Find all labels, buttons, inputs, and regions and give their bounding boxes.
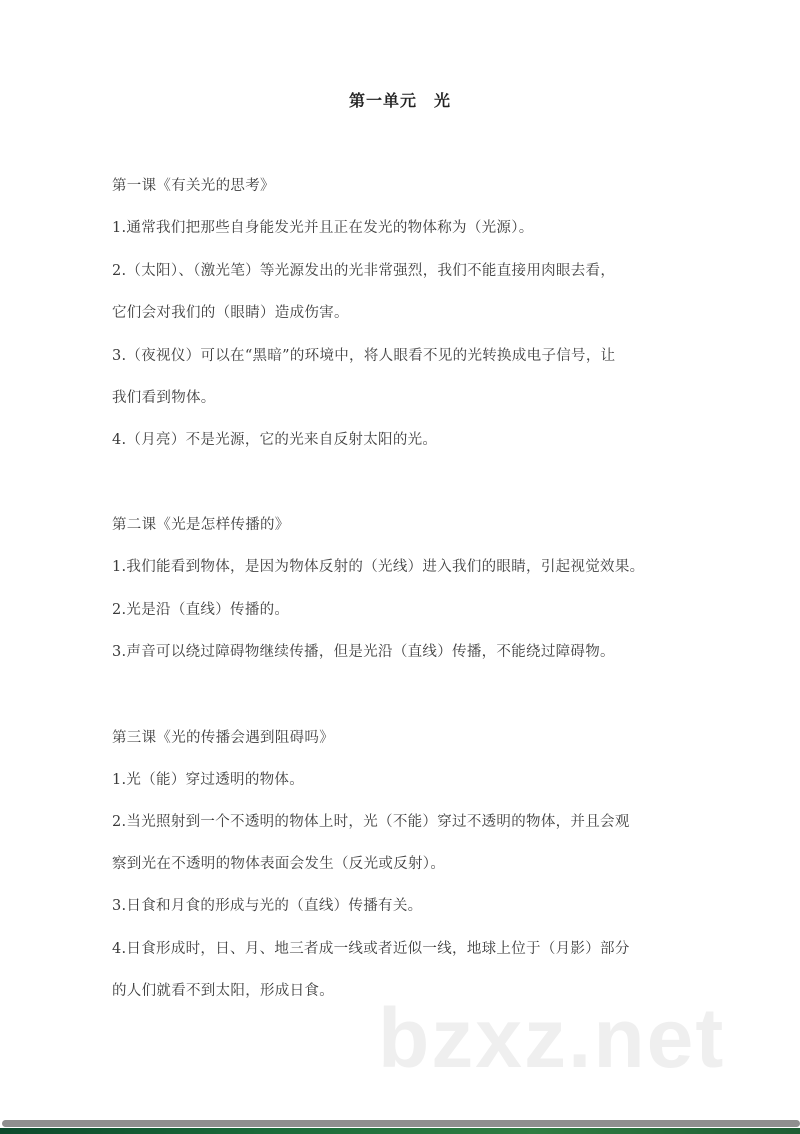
text-line: 4.日食形成时，日、月、地三者成一线或者近似一线，地球上位于（月影）部分 <box>112 941 630 957</box>
watermark: bzxz.net <box>378 991 726 1085</box>
text-line: 察到光在不透明的物体表面会发生（反光或反射）。 <box>112 856 446 872</box>
lesson-heading: 第二课《光是怎样传播的》 <box>112 517 290 533</box>
background-strip <box>0 1128 800 1134</box>
text-line: 它们会对我们的（眼睛）造成伤害。 <box>112 305 349 321</box>
text-line: 2.当光照射到一个不透明的物体上时，光（不能）穿过不透明的物体，并且会观 <box>112 814 630 830</box>
unit-title: 第一单元 光 <box>348 91 451 110</box>
lesson-heading: 第三课《光的传播会遇到阻碍吗》 <box>112 730 334 746</box>
text-line: 3.日食和月食的形成与光的（直线）传播有关。 <box>112 898 423 914</box>
text-line: 3.声音可以绕过障碍物继续传播，但是光沿（直线）传播，不能绕过障碍物。 <box>112 644 615 660</box>
text-line: 3.（夜视仪）可以在“黑暗”的环境中，将人眼看不见的光转换成电子信号，让 <box>112 348 616 364</box>
text-line: 2.光是沿（直线）传播的。 <box>112 602 290 618</box>
text-line: 的人们就看不到太阳，形成日食。 <box>112 983 334 999</box>
horizontal-scrollbar[interactable] <box>2 1120 800 1127</box>
text-line: 1.通常我们把那些自身能发光并且正在发光的物体称为（光源）。 <box>112 220 534 236</box>
text-line: 4.（月亮）不是光源，它的光来自反射太阳的光。 <box>112 432 438 448</box>
text-line: 1.我们能看到物体，是因为物体反射的（光线）进入我们的眼睛，引起视觉效果。 <box>112 559 645 575</box>
text-line: 我们看到物体。 <box>112 390 216 406</box>
text-line: 1.光（能）穿过透明的物体。 <box>112 772 305 788</box>
text-line: 2.（太阳）、（激光笔）等光源发出的光非常强烈，我们不能直接用肉眼去看， <box>112 263 616 279</box>
lesson-heading: 第一课《有关光的思考》 <box>112 178 275 194</box>
